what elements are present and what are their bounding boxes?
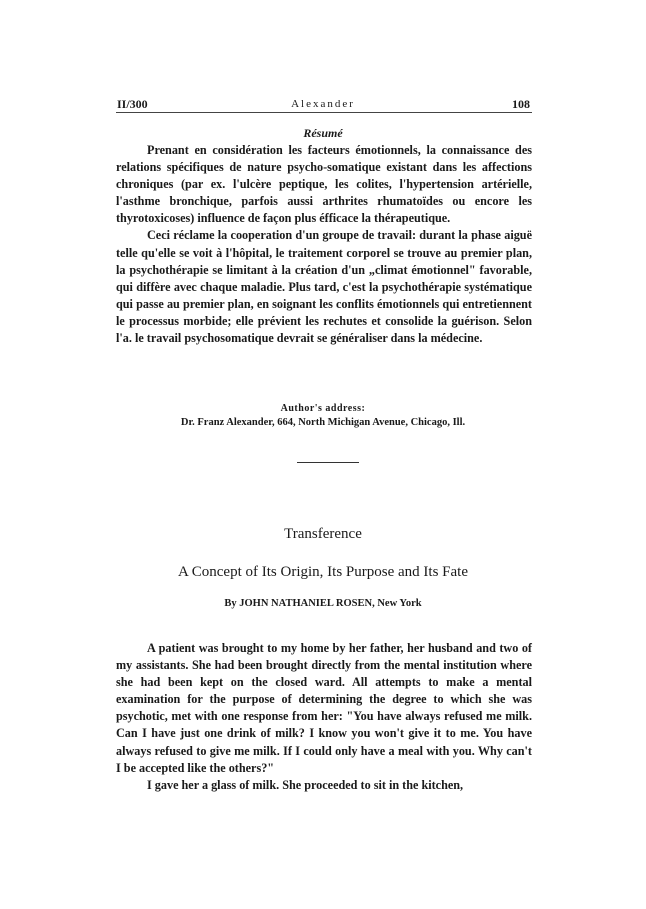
page-number: 108 bbox=[512, 97, 530, 111]
resume-paragraph-1: Prenant en considération les facteurs émotionnels, la connaissance des relations spécifiques de nature psycho-somatique existant dans les affections chroniques (par ex. l'ulcère peptique, les colites, l'hypertension artérielle, l'asthme bronchique, parfois aussi arthrites rhumatoïdes ou encore les thyrotoxicoses) influence de façon plus éfficace la thérapeutique. bbox=[116, 143, 532, 226]
article-subtitle: A Concept of Its Origin, Its Purpose and Its Fate bbox=[178, 564, 468, 580]
resume-heading: Résumé bbox=[303, 126, 343, 140]
article-byline: By JOHN NATHANIEL ROSEN, New York bbox=[224, 598, 422, 609]
section-divider bbox=[297, 462, 359, 463]
resume-paragraph-2: Ceci réclame la cooperation d'un groupe de travail: durant la phase aiguë telle qu'elle se voit à l'hôpital, le traitement corporel se trouve au premier plan, la psychothérapie se limitant à la création d'un „climat émotionnel" favorable, qui diffère avec chaque maladie. Plus tard, c'est la psychothérapie systématique qui passe au premier plan, en soignant les conflits émotionnels qui entretiennent le processus morbide; elle prévient les rechutes et consolide la guérison. Selon l'a. le travail psychosomatique devrait se généraliser dans la médecine. bbox=[116, 228, 532, 346]
page-section-number: II/300 bbox=[117, 97, 148, 111]
header-rule bbox=[116, 112, 532, 113]
author-address: Dr. Franz Alexander, 664, North Michigan Avenue, Chicago, Ill. bbox=[180, 417, 466, 428]
author-address-label: Author's address: bbox=[280, 403, 366, 414]
article-title: Transference bbox=[284, 526, 362, 542]
article-paragraph-2: I gave her a glass of milk. She proceeded to sit in the kitchen, bbox=[147, 777, 464, 792]
running-head-author: Alexander bbox=[291, 98, 355, 110]
article-body bbox=[116, 640, 532, 794]
resume-body bbox=[116, 142, 532, 347]
article-paragraph-1: A patient was brought to my home by her father, her husband and two of my assistants. She had been brought directly from the mental institution where she had been kept on the closed ward. All attempts to make a mental examination for the purpose of determining the degree to which she was psychotic, met with one response from her: "You have always refused me milk. Can I have just one drink of milk? I know you won't give it to me. You have always refused to give me milk. If I could only have a meal with you. Why can't I be accepted like the others?" bbox=[116, 641, 532, 775]
